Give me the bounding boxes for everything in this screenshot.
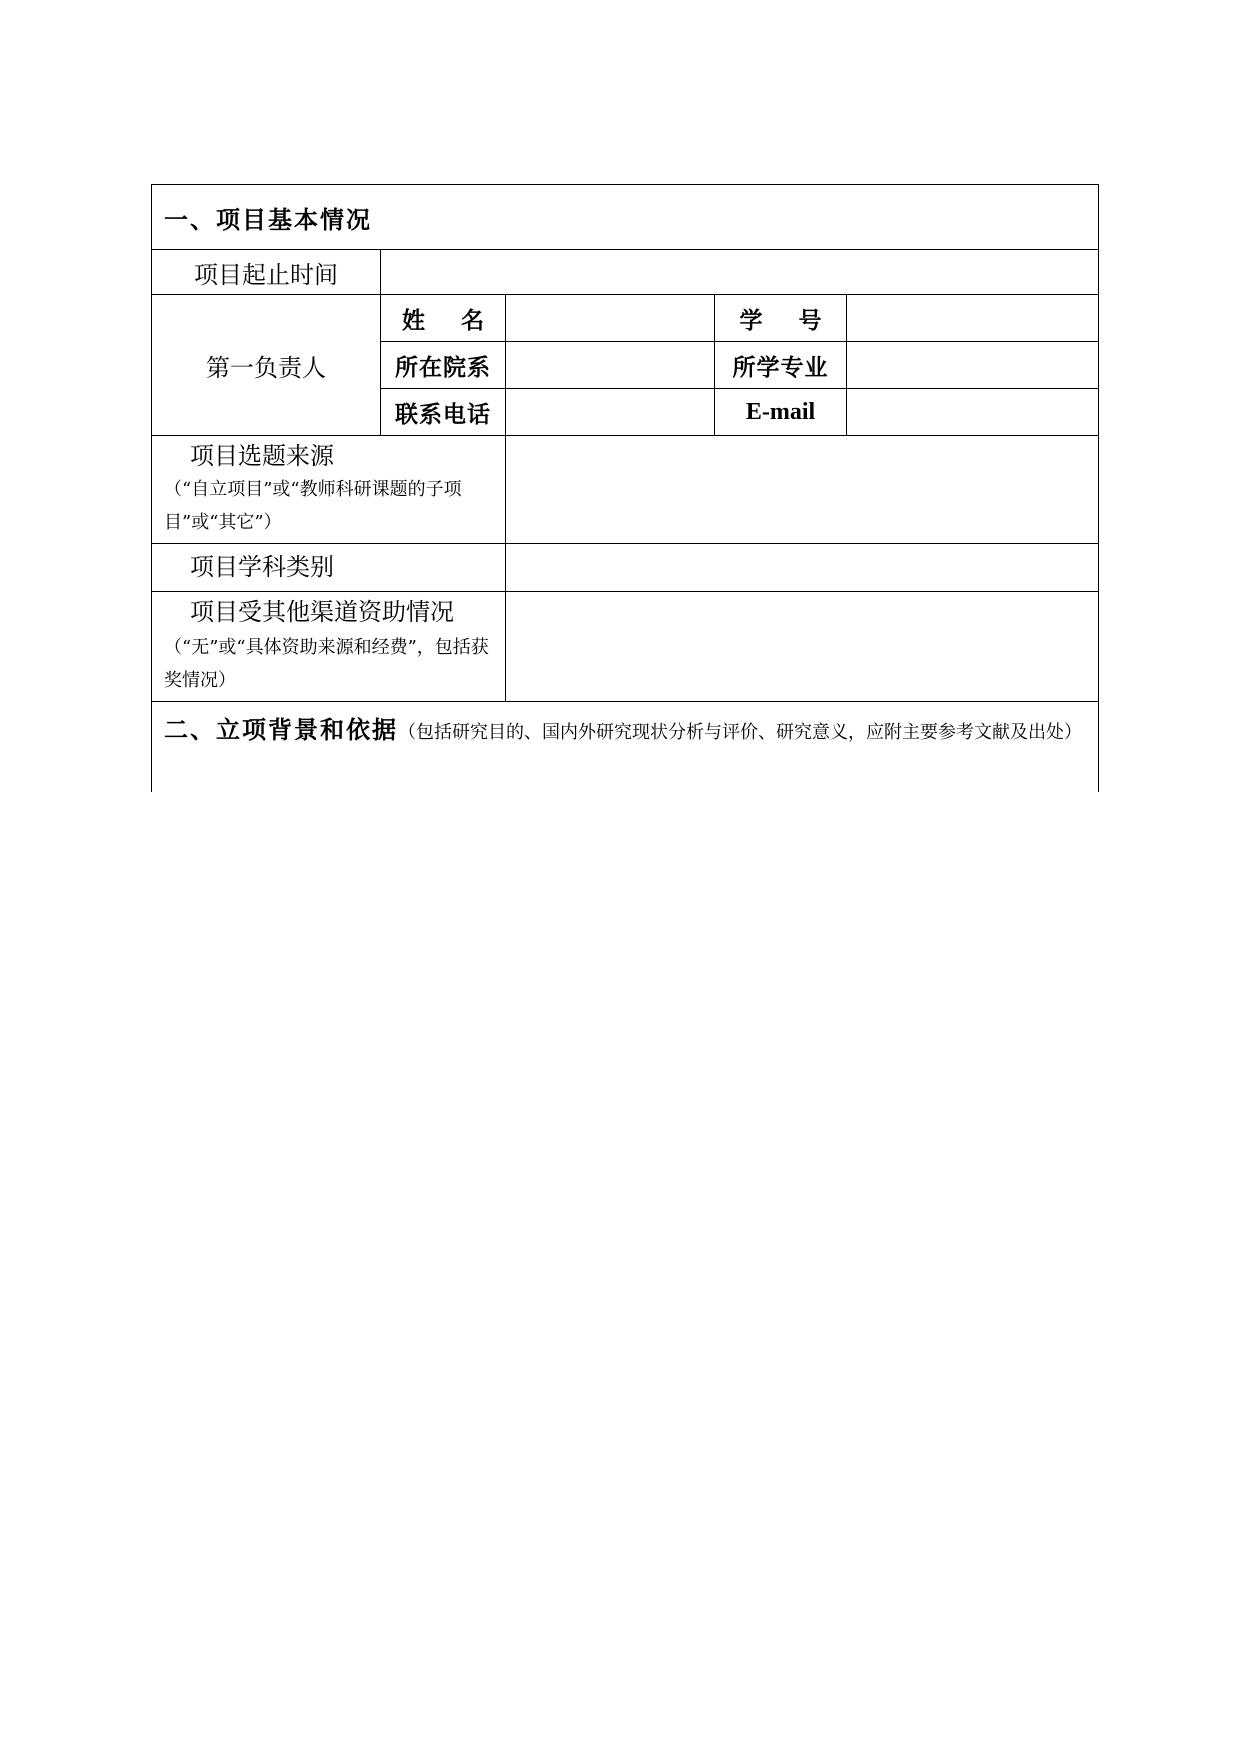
discipline-label-cell — [152, 544, 506, 592]
email-label: E-mail — [715, 389, 847, 436]
section-1-title: 一、项目基本情况 — [152, 185, 1099, 250]
topic-source-field[interactable] — [506, 436, 1099, 544]
other-funding-field[interactable] — [506, 592, 1099, 702]
department-field[interactable] — [506, 342, 715, 389]
phone-label: 联系电话 — [381, 389, 506, 436]
other-funding-label-cell — [152, 592, 506, 702]
student-id-label: 学 号 — [715, 295, 847, 342]
department-label: 所在院系 — [381, 342, 506, 389]
section-2-heading — [152, 702, 1099, 793]
other-funding-label: 项目受其他渠道资助情况 — [190, 598, 454, 626]
major-label: 所学专业 — [715, 342, 847, 389]
topic-source-note: （“自立项目”或“教师科研课题的子项目”或“其它”） — [164, 479, 462, 533]
email-field[interactable] — [847, 389, 1099, 436]
section-2-title: 二、立项背景和依据 — [164, 716, 398, 744]
leader-label: 第一负责人 — [152, 295, 381, 436]
topic-source-label: 项目选题来源 — [190, 442, 334, 470]
project-period-label: 项目起止时间 — [152, 250, 381, 295]
name-field[interactable] — [506, 295, 715, 342]
phone-field[interactable] — [506, 389, 715, 436]
major-field[interactable] — [847, 342, 1099, 389]
topic-source-label-cell — [152, 436, 506, 544]
other-funding-note: （“无”或“具体资助来源和经费”，包括获奖情况） — [164, 637, 489, 691]
student-id-field[interactable] — [847, 295, 1099, 342]
discipline-field[interactable] — [506, 544, 1099, 592]
project-period-field[interactable] — [381, 250, 1099, 295]
section-2-note: （包括研究目的、国内外研究现状分析与评价、研究意义，应附主要参考文献及出处） — [398, 722, 1082, 743]
discipline-label: 项目学科类别 — [190, 553, 334, 581]
application-form-table — [151, 184, 1099, 792]
name-label: 姓 名 — [381, 295, 506, 342]
